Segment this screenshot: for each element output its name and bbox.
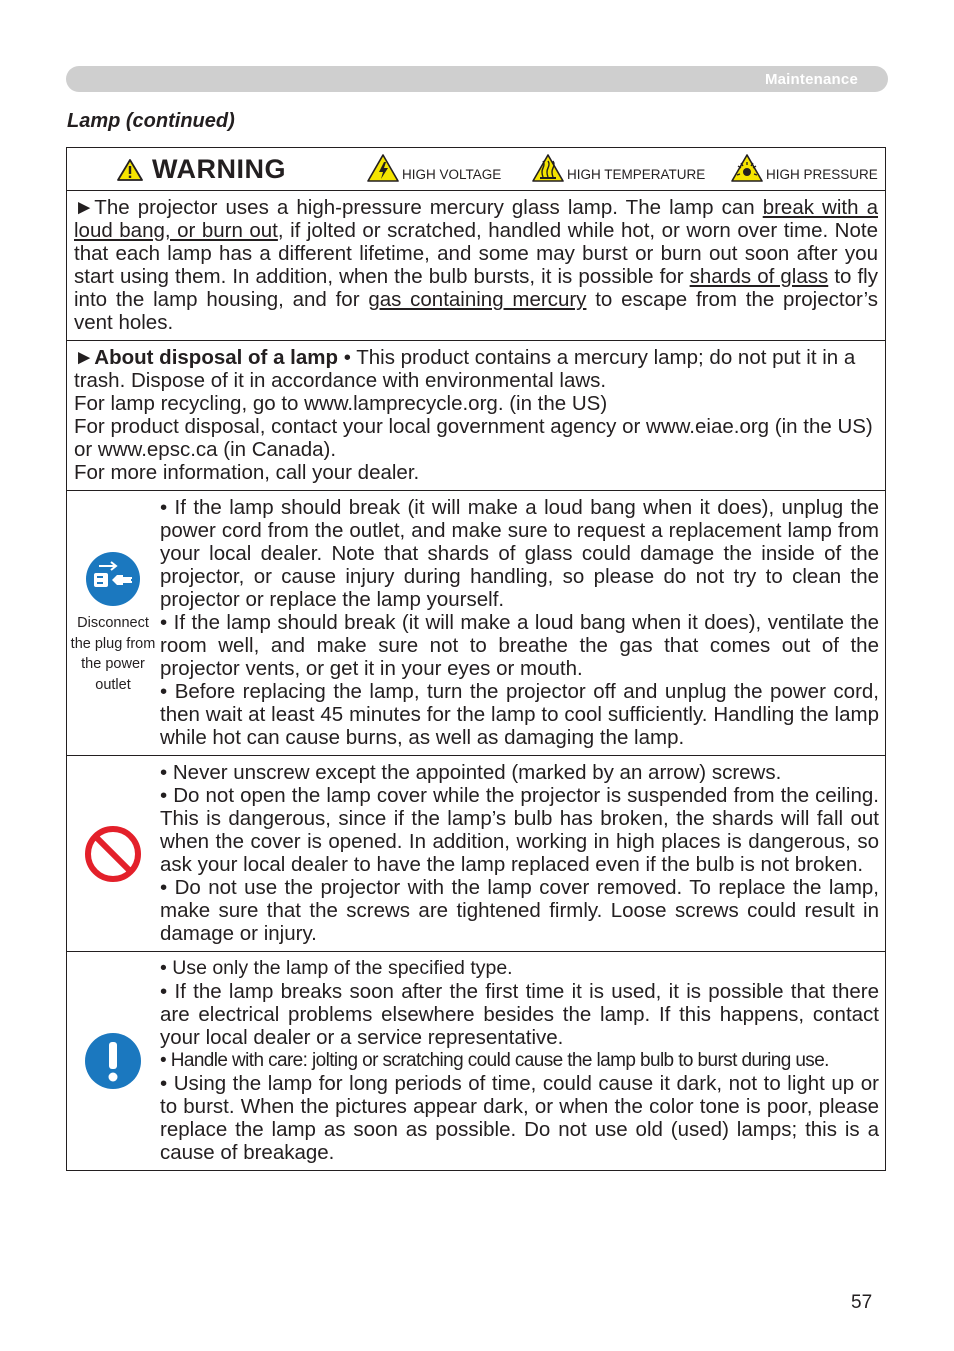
warning-word: WARNING — [152, 154, 286, 184]
icon-column — [67, 491, 159, 755]
text-run: to fly into the lamp housing, and for — [74, 265, 878, 311]
disposal-heading: ►About disposal of a lamp — [74, 346, 339, 369]
warning-header-row — [67, 148, 885, 190]
bullet-text: • Before replacing the lamp, turn the projector off and unplug the power cord, then wait at least 45 minutes for the lamp to cool sufficiently. Handling the lamp while hot can cause burns, as well as damaging the lamp. — [160, 680, 879, 749]
text-run: The projector uses a high-pressure mercury glass lamp. The lamp can — [94, 196, 763, 219]
bullet-text: • Do not open the lamp cover while the projector is suspended from the ceiling. This is dangerous, since if the lamp’s bulb has broken, the shards will fall out when the cover is opened. In addition, working in high places is dangerous, so ask your local dealer to have the lamp replaced even if the bulb is not broken. — [160, 784, 879, 876]
hazard-high-pressure — [731, 154, 878, 182]
row-text — [159, 756, 885, 951]
bullet-text: • Using the lamp for long periods of time, could cause it dark, not to light up or to burst. When the pictures appear dark, or when the color tone is poor, please replace the lamp as soon as possible. Do not use old (used) lamps; this is a cause of breakage. — [160, 1072, 879, 1164]
bullet-text: • Use only the lamp of the specified type. — [160, 957, 513, 979]
bullet-text: • Handle with care: jolting or scratching could cause the lamp bulb to burst during use. — [160, 1050, 829, 1071]
warning-box — [66, 147, 886, 1171]
warning-title — [117, 154, 286, 185]
bullet-text: • Do not use the projector with the lamp cover removed. To replace the lamp, make sure that the screws are tightened firmly. Loose screws could result in damage or injury. — [160, 876, 879, 945]
icon-column — [67, 756, 159, 951]
bullet-text: • If the lamp should break (it will make a loud bang when it does), ventilate the room well, and make sure not to breathe the gas that comes out of the projector vents, or get it in your eyes or mouth. — [160, 611, 879, 680]
bullet-text: • If the lamp breaks soon after the first time it is used, it is possible that there are electrical problems elsewhere besides the lamp. If this happens, contact your local dealer or a service representative. — [160, 980, 879, 1049]
icon-caption: Disconnect the plug from the power outlet — [70, 615, 156, 693]
underlined-text: break with a loud bang, or burn out — [74, 196, 878, 242]
underlined-text: shards of glass — [689, 265, 829, 288]
recycling-line: For lamp recycling, go to www.lamprecycle.org. (in the US) — [74, 392, 608, 415]
prohibition-row — [67, 755, 885, 951]
lamp-burst-warning — [67, 190, 885, 340]
mandatory-row — [67, 951, 885, 1170]
bullet-text: • If the lamp should break (it will make a loud bang when it does), unplug the power cord from the outlet, and make sure to request a replacement lamp from your local dealer. Note that shards of glass could damage the inside of the projector, or cause injury during handling, so please do not try to clean the projector or replace the lamp yourself. — [160, 496, 879, 611]
high-pressure-icon — [731, 154, 763, 182]
underlined-text: gas containing mercury — [368, 288, 587, 311]
row-text — [159, 952, 885, 1170]
text-run: • This product contains a mercury lamp; do not put it in a trash. Dispose of it in accordance with environmental laws. — [74, 346, 856, 392]
section-label: Maintenance — [764, 71, 858, 88]
hazard-high-voltage — [367, 154, 501, 182]
dealer-line: For more information, call your dealer. — [74, 461, 420, 484]
unplug-warning-row — [67, 490, 885, 755]
hazard-high-temperature — [532, 154, 705, 182]
hazard-label: HIGH VOLTAGE — [402, 167, 502, 182]
hazard-label: HIGH TEMPERATURE — [567, 167, 706, 182]
icon-column — [67, 952, 159, 1170]
disposal-notice — [67, 340, 885, 490]
text-run: , if jolted or scratched, handled while hot, or worn over time. Note that each lamp has a different lifetime, and some may burst or burn out soon after you start using them. In addition, when the bulb bursts, it is possible for — [74, 219, 878, 288]
product-disposal-line: For product disposal, contact your local government agency or www.eiae.org (in the US) or www.epsc.ca (in Canada). — [74, 415, 873, 461]
header-bar — [66, 66, 888, 92]
page-title: Lamp (continued) — [67, 110, 235, 132]
text-run: to escape from the projector’s vent holes. — [74, 288, 878, 334]
warning-triangle-icon — [117, 159, 143, 181]
disconnect-plug-icon — [85, 551, 141, 607]
mandatory-exclamation-icon — [84, 1032, 142, 1090]
hazard-label: HIGH PRESSURE — [766, 167, 878, 182]
arrow-marker: ► — [74, 196, 95, 219]
high-voltage-icon — [367, 154, 399, 182]
prohibition-icon — [84, 825, 142, 883]
row-text — [159, 491, 885, 755]
page-number: 57 — [851, 1292, 873, 1313]
high-temperature-icon — [532, 154, 564, 182]
bullet-text: • Never unscrew except the appointed (marked by an arrow) screws. — [160, 761, 782, 784]
